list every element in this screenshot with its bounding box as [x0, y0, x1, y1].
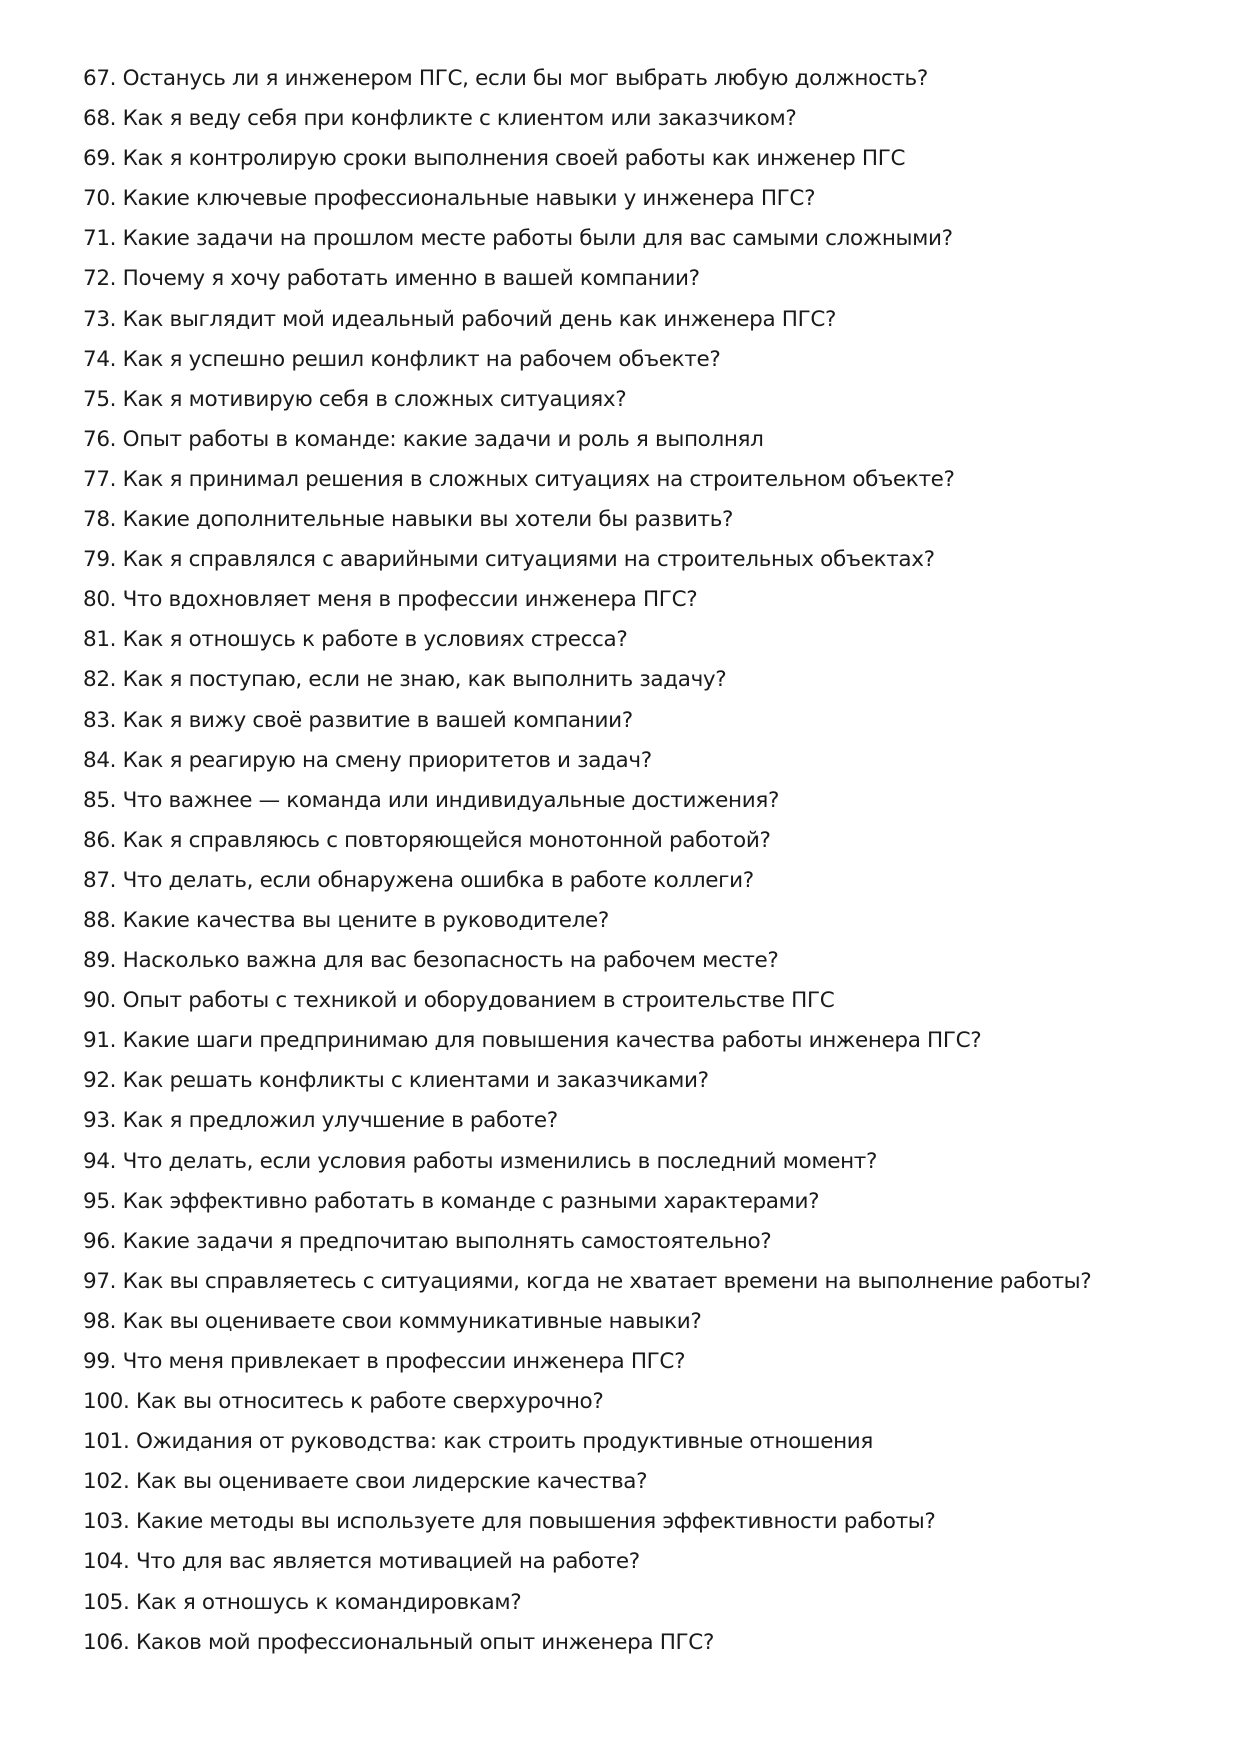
- question-item: [83, 423, 1203, 463]
- question-number: 71.: [83, 226, 117, 252]
- question-number: 94.: [83, 1148, 117, 1174]
- question-item: [83, 543, 1203, 583]
- question-number: 70.: [83, 186, 117, 212]
- question-number: 102.: [83, 1469, 130, 1495]
- question-number: 76.: [83, 426, 117, 452]
- question-text: Останусь ли я инженером ПГС, если бы мог выбрать любую должность?: [122, 66, 928, 91]
- question-number: 79.: [83, 547, 117, 573]
- question-text: Как я отношусь к работе в условиях стресса?: [122, 627, 628, 653]
- question-number: 80.: [83, 587, 117, 613]
- question-item: [83, 182, 1203, 222]
- question-number: 104.: [83, 1549, 130, 1575]
- question-text: Какие дополнительные навыки вы хотели бы развить?: [122, 507, 734, 533]
- question-number: 101.: [83, 1429, 130, 1455]
- question-item: [83, 1104, 1203, 1144]
- question-item: [83, 1626, 1203, 1666]
- question-item: [83, 623, 1203, 663]
- question-item: [83, 663, 1203, 703]
- question-item: [83, 944, 1203, 984]
- question-text: Как я успешно решил конфликт на рабочем объекте?: [122, 346, 721, 372]
- question-number: 92.: [83, 1068, 117, 1094]
- question-text: Какие качества вы цените в руководителе?: [122, 907, 609, 933]
- question-number: 69.: [83, 146, 117, 172]
- question-item: [83, 904, 1203, 944]
- question-text: Насколько важна для вас безопасность на рабочем месте?: [122, 948, 779, 974]
- question-number: 99.: [83, 1349, 117, 1374]
- question-item: [83, 142, 1203, 182]
- question-item: [83, 303, 1203, 343]
- question-item: [83, 463, 1203, 503]
- question-number: 88.: [83, 907, 117, 933]
- question-item: [83, 262, 1203, 302]
- question-number: 84.: [83, 747, 117, 773]
- question-text: Какие задачи я предпочитаю выполнять самостоятельно?: [122, 1228, 772, 1254]
- question-text: Что вдохновляет меня в профессии инженера ПГС?: [122, 587, 698, 613]
- question-number: 73.: [83, 306, 117, 332]
- question-number: 85.: [83, 787, 117, 813]
- question-text: Как я поступаю, если не знаю, как выполнить задачу?: [122, 667, 727, 693]
- question-number: 98.: [83, 1308, 117, 1334]
- question-number: 95.: [83, 1188, 117, 1214]
- question-item: [83, 1465, 1203, 1505]
- question-number: 105.: [83, 1589, 130, 1615]
- question-item: [83, 784, 1203, 824]
- question-number: 87.: [83, 867, 117, 893]
- question-number: 89.: [83, 948, 117, 974]
- question-number: 83.: [83, 707, 117, 733]
- question-number: 90.: [83, 988, 117, 1014]
- question-item: [83, 1145, 1203, 1185]
- question-number: 81.: [83, 627, 117, 653]
- question-number: 86.: [83, 827, 117, 853]
- question-number: 67.: [83, 66, 117, 91]
- question-item: [83, 222, 1203, 262]
- question-text: Как эффективно работать в команде с разными характерами?: [122, 1188, 820, 1214]
- question-text: Какие ключевые профессиональные навыки у инженера ПГС?: [122, 186, 816, 212]
- question-item: [83, 1305, 1203, 1345]
- question-number: 72.: [83, 266, 117, 292]
- question-number: 106.: [83, 1629, 130, 1655]
- question-item: [83, 1064, 1203, 1104]
- question-text: Ожидания от руководства: как строить продуктивные отношения: [135, 1429, 873, 1455]
- question-item: [83, 1185, 1203, 1225]
- question-text: Какие методы вы используете для повышения эффективности работы?: [135, 1509, 936, 1535]
- question-item: [83, 1425, 1203, 1465]
- question-number: 96.: [83, 1228, 117, 1254]
- question-text: Какие задачи на прошлом месте работы были для вас самыми сложными?: [122, 226, 953, 252]
- question-item: [83, 864, 1203, 904]
- question-number: 77.: [83, 466, 117, 492]
- question-item: [83, 1545, 1203, 1585]
- question-item: [83, 1505, 1203, 1545]
- question-text: Что важнее — команда или индивидуальные достижения?: [122, 787, 780, 813]
- question-number: 91.: [83, 1028, 117, 1054]
- question-text: Что для вас является мотивацией на работе?: [135, 1549, 640, 1575]
- question-item: [83, 744, 1203, 784]
- question-item: [83, 1586, 1203, 1626]
- question-text: Как я принимал решения в сложных ситуациях на строительном объекте?: [122, 466, 955, 492]
- question-item: [83, 343, 1203, 383]
- question-text: Как я справляюсь с повторяющейся монотонной работой?: [122, 827, 771, 853]
- question-item: [83, 1265, 1203, 1305]
- question-text: Как вы оцениваете свои лидерские качества?: [135, 1469, 648, 1495]
- question-item: [83, 383, 1203, 423]
- question-text: Как я предложил улучшение в работе?: [122, 1108, 558, 1134]
- question-number: 68.: [83, 106, 117, 132]
- question-text: Как вы оцениваете свои коммуникативные навыки?: [122, 1308, 702, 1334]
- question-text: Как вы справляетесь с ситуациями, когда не хватает времени на выполнение работы?: [122, 1268, 1092, 1294]
- question-number: 78.: [83, 507, 117, 533]
- question-text: Опыт работы в команде: какие задачи и роль я выполнял: [122, 426, 764, 452]
- question-number: 100.: [83, 1389, 130, 1415]
- question-text: Что меня привлекает в профессии инженера ПГС?: [122, 1349, 686, 1374]
- question-number: 74.: [83, 346, 117, 372]
- question-number: 103.: [83, 1509, 130, 1535]
- question-text: Как я контролирую сроки выполнения своей работы как инженер ПГС: [122, 146, 906, 172]
- question-item: [83, 583, 1203, 623]
- question-text: Что делать, если обнаружена ошибка в работе коллеги?: [122, 867, 754, 893]
- question-text: Как я мотивирую себя в сложных ситуациях?: [122, 386, 627, 412]
- question-text: Как я веду себя при конфликте с клиентом или заказчиком?: [122, 106, 797, 132]
- question-number: 75.: [83, 386, 117, 412]
- question-text: Как я справлялся с аварийными ситуациями на строительных объектах?: [122, 547, 935, 573]
- question-text: Как выглядит мой идеальный рабочий день как инженера ПГС?: [122, 306, 837, 332]
- question-text: Какие шаги предпринимаю для повышения качества работы инженера ПГС?: [122, 1028, 982, 1054]
- question-text: Как решать конфликты с клиентами и заказчиками?: [122, 1068, 709, 1094]
- question-item: [83, 1225, 1203, 1265]
- question-text: Как я реагирую на смену приоритетов и задач?: [122, 747, 652, 773]
- question-number: 97.: [83, 1268, 117, 1294]
- question-item: [83, 984, 1203, 1024]
- question-text: Как я отношусь к командировкам?: [135, 1589, 522, 1615]
- question-item: [83, 1385, 1203, 1425]
- question-item: [83, 102, 1203, 142]
- question-item: [83, 824, 1203, 864]
- question-item: [83, 704, 1203, 744]
- question-text: Как вы относитесь к работе сверхурочно?: [135, 1389, 604, 1415]
- question-text: Что делать, если условия работы изменились в последний момент?: [122, 1148, 878, 1174]
- question-item: [83, 1024, 1203, 1064]
- question-number: 82.: [83, 667, 117, 693]
- question-list: [83, 62, 1203, 1666]
- question-text: Как я вижу своё развитие в вашей компании?: [122, 707, 633, 733]
- question-item: [83, 62, 1203, 102]
- question-text: Почему я хочу работать именно в вашей компании?: [122, 266, 700, 292]
- question-text: Опыт работы с техникой и оборудованием в строительстве ПГС: [122, 988, 835, 1014]
- question-item: [83, 1345, 1203, 1385]
- question-text: Каков мой профессиональный опыт инженера ПГС?: [135, 1629, 715, 1655]
- question-item: [83, 503, 1203, 543]
- question-number: 93.: [83, 1108, 117, 1134]
